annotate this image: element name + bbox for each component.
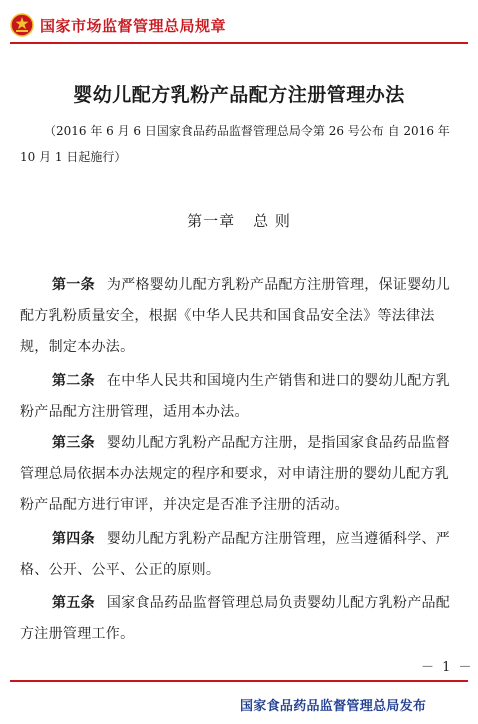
footer-divider bbox=[10, 680, 468, 682]
page-number: － 1 － bbox=[421, 660, 474, 675]
article-number: 第一条 bbox=[52, 277, 95, 293]
article-text: 国家食品药品监督管理总局负责婴幼儿配方乳粉产品配方注册管理工作。 bbox=[20, 595, 451, 642]
document-title: 婴幼儿配方乳粉产品配方注册管理办法 bbox=[73, 84, 405, 106]
article-text: 为严格婴幼儿配方乳粉产品配方注册管理，保证婴幼儿配方乳粉质量安全，根据《中华人民共和国食品安全法》等法律法规，制定本办法。 bbox=[20, 277, 451, 355]
header-divider bbox=[10, 42, 468, 44]
header-bar bbox=[10, 8, 468, 42]
article-2 bbox=[20, 366, 460, 428]
article-5 bbox=[20, 588, 460, 650]
article-number: 第四条 bbox=[52, 531, 95, 547]
article-number: 第二条 bbox=[52, 373, 95, 389]
header-title: 国家市场监督管理总局规章 bbox=[40, 16, 227, 35]
source-note: （2016 年 6 月 6 日国家食品药品监督管理总局令第 26 号公布 自 2016 年 10 月 1 日起施行） bbox=[20, 124, 450, 164]
article-number: 第三条 bbox=[52, 435, 95, 451]
national-emblem-icon bbox=[10, 13, 34, 37]
article-1 bbox=[20, 270, 460, 363]
chapter-title: 总 则 bbox=[253, 212, 291, 230]
footer-publisher: 国家食品药品监督管理总局发布 bbox=[240, 699, 427, 714]
article-3 bbox=[20, 428, 460, 521]
article-text: 在中华人民共和国境内生产销售和进口的婴幼儿配方乳粉产品配方注册管理，适用本办法。 bbox=[20, 373, 451, 420]
article-4 bbox=[20, 524, 460, 586]
article-text: 婴幼儿配方乳粉产品配方注册管理，应当遵循科学、严格、公开、公平、公正的原则。 bbox=[20, 531, 451, 578]
article-number: 第五条 bbox=[52, 595, 95, 611]
article-text: 婴幼儿配方乳粉产品配方注册，是指国家食品药品监督管理总局依据本办法规定的程序和要求，对申请注册的婴幼儿配方乳粉产品配方进行审评，并决定是否准予注册的活动。 bbox=[20, 435, 451, 513]
chapter-heading bbox=[0, 210, 478, 231]
chapter-number: 第一章 bbox=[187, 212, 236, 230]
